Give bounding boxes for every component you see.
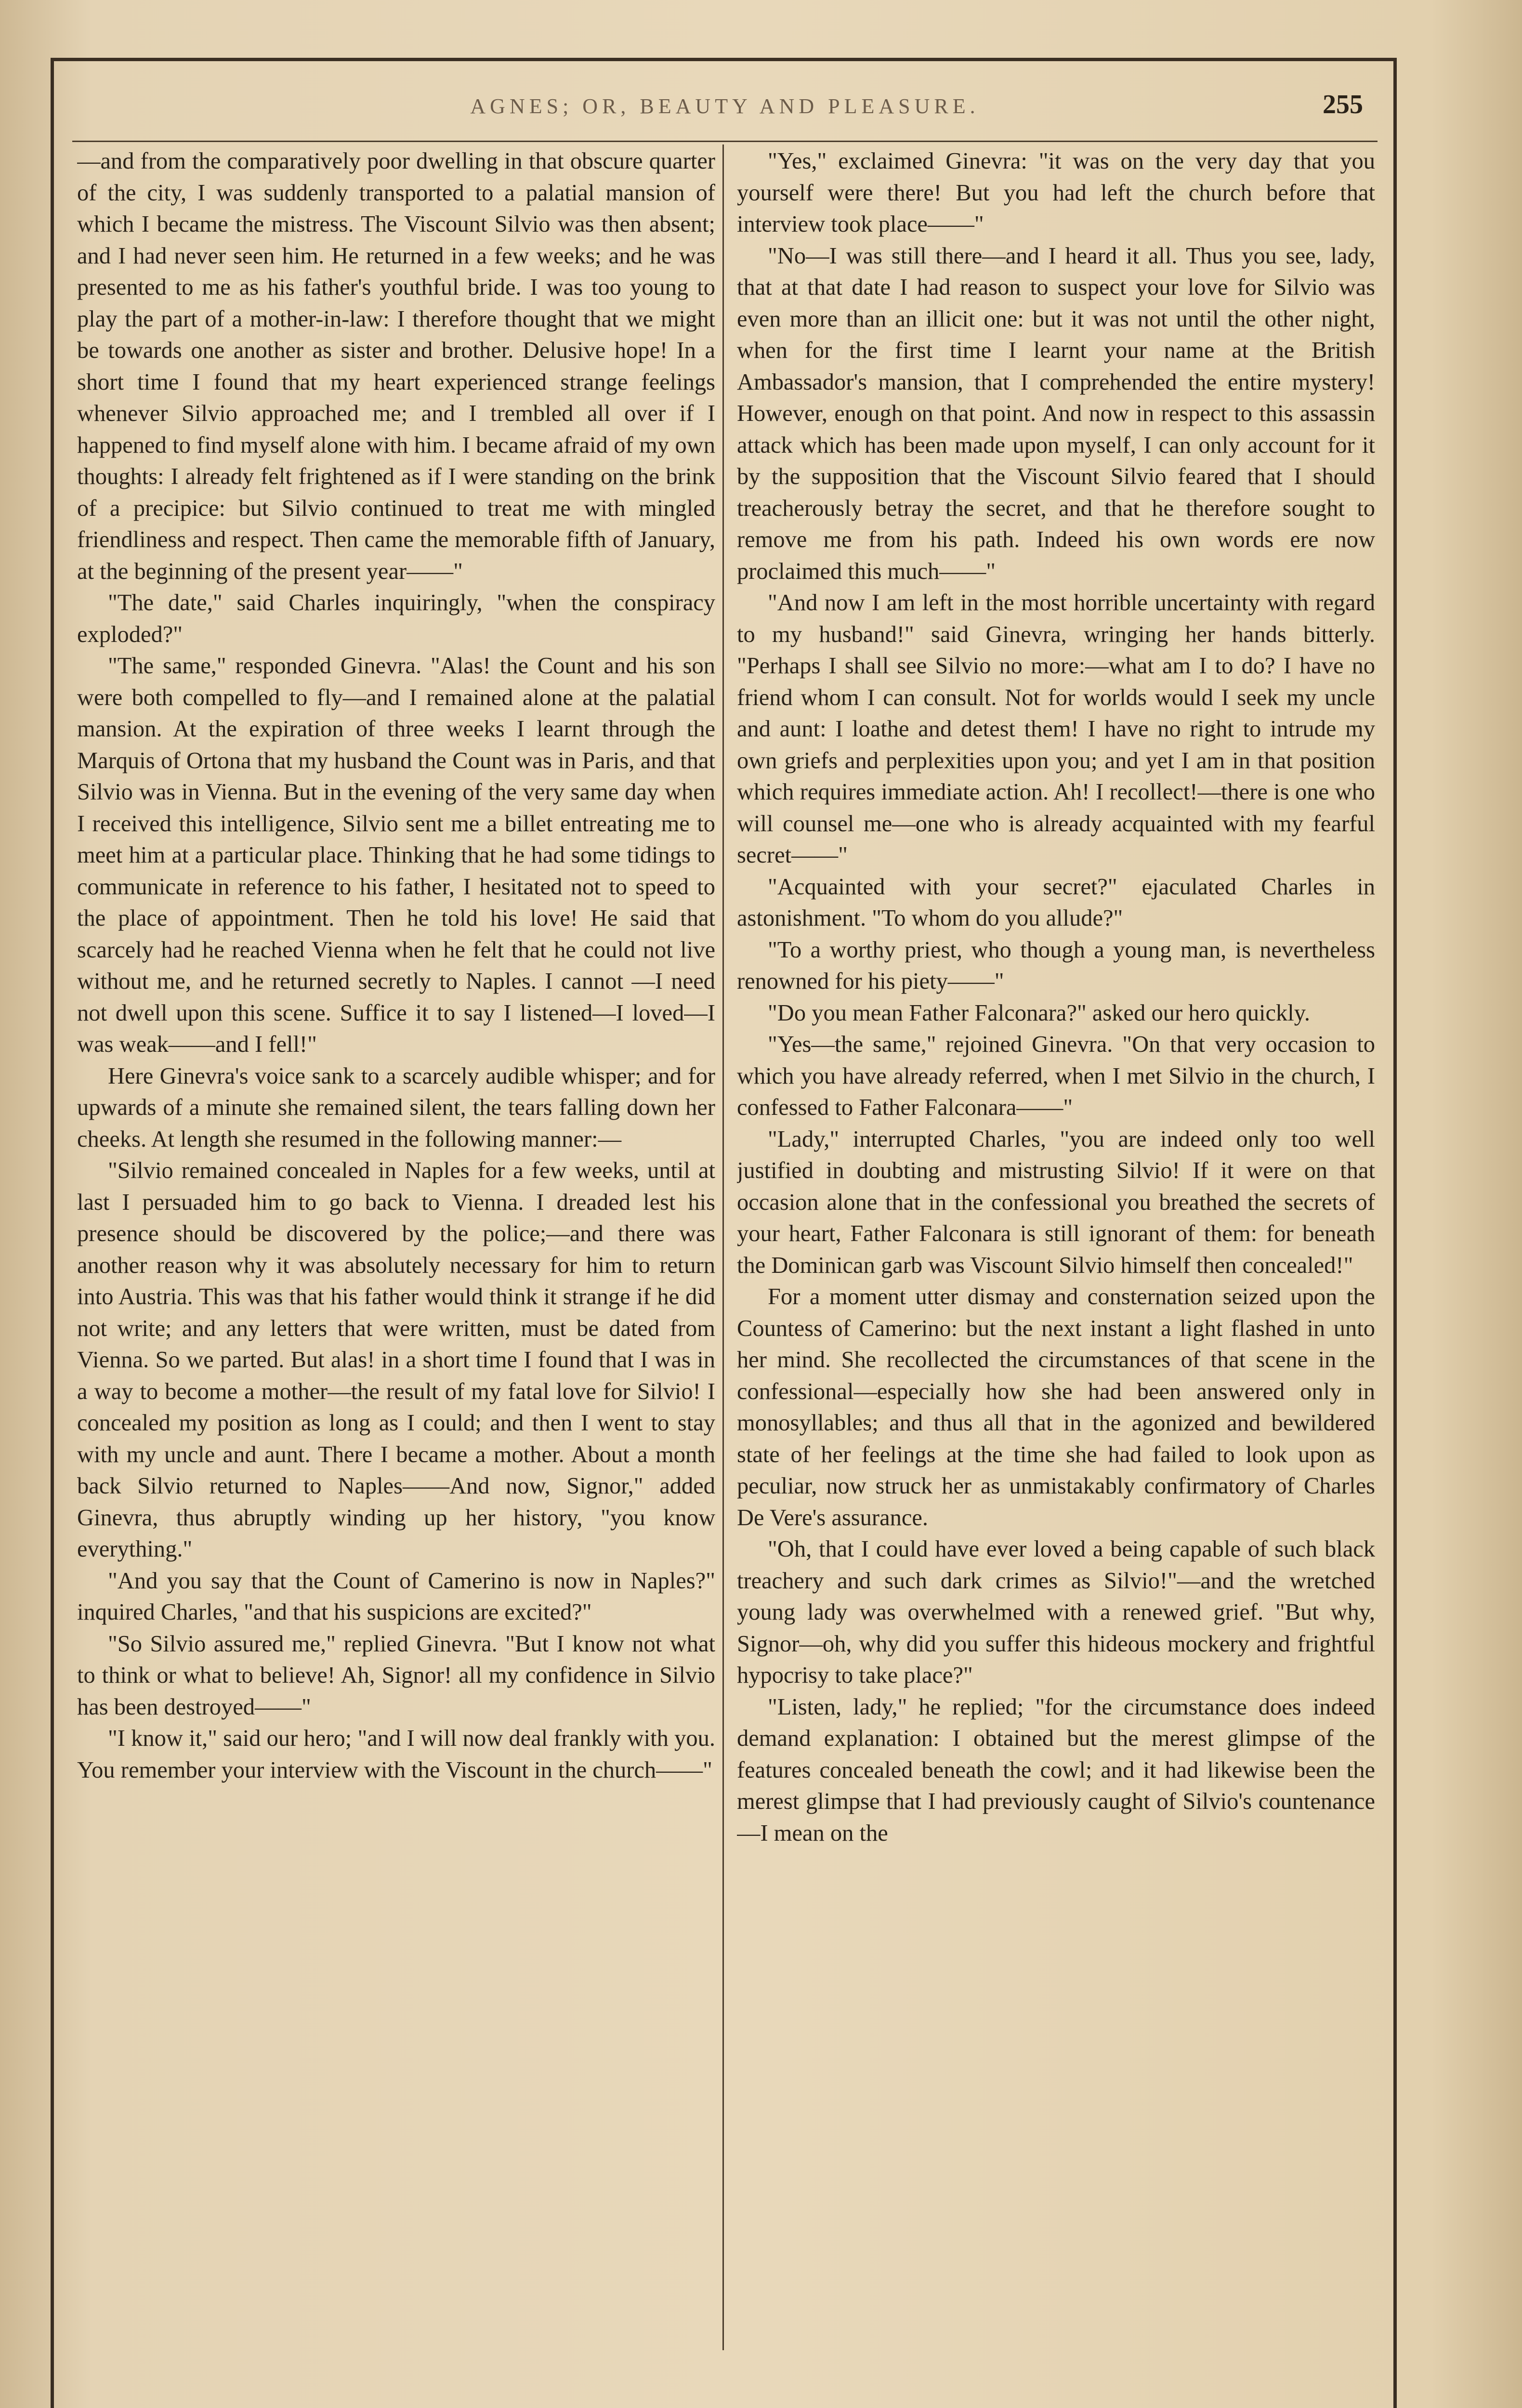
paragraph: "Do you mean Father Falconara?" asked our hero quickly.: [768, 1000, 1310, 1026]
left-column: [77, 145, 715, 2351]
paragraph: "Yes," exclaimed Ginevra: "it was on the very day that you yourself were there! But you had left the church before that interview took place——": [737, 148, 1375, 237]
paragraph: "The same," responded Ginevra. "Alas! the Count and his son were both compelled to fly—and I remained alone at the palatial mansion. At the expiration of three weeks I learnt through the Marquis of Ortona that my husband the Count was in Paris, and that Silvio was in Vienna. But in the evening of the very same day when I received this intelligence, Silvio sent me a billet entreating me to meet him at a particular place. Thinking that he had some tidings to communicate in reference to his father, I hesitated not to speed to the place of appointment. Then he told his love! He said that scarcely had he reached Vienna when he felt that he could not live without me, and he returned secretly to Naples. I cannot —I need not dwell upon this scene. Suffice it to say I listened—I loved—I was weak——and I fell!": [77, 653, 715, 1057]
paragraph: "And you say that the Count of Camerino is now in Naples?" inquired Charles, "and that his suspicions are excited?": [77, 1568, 715, 1625]
page-header: [67, 89, 1382, 132]
paragraph: —and from the comparatively poor dwelling in that obscure quarter of the city, I was suddenly transported to a palatial mansion of which I became the mistress. The Viscount Silvio was then absent; and I had never seen him. He returned in a few weeks; and he was presented to me as his father's youthful bride. I was too young to play the part of a mother-in-law: I therefore thought that we might be towards one another as sister and brother. Delusive hope! In a short time I found that my heart experienced strange feelings whenever Silvio approached me; and I trembled all over if I happened to find myself alone with him. I became afraid of my own thoughts: I already felt frightened as if I were standing on the brink of a precipice: but Silvio continued to treat me with mingled friendliness and respect. Then came the memorable fifth of January, at the beginning of the present year——": [77, 148, 715, 584]
page-number: 255: [1323, 90, 1363, 119]
paragraph: For a moment utter dismay and consternation seized upon the Countess of Camerino: but the next instant a light flashed in unto her mind. She recollected the circumstances of that scene in the confessional—especially how she had been answered only in monosyllables; and thus all that in the agonized and bewildered state of her feelings at the time she had failed to look upon as peculiar, now struck her as unmistakably confirmatory of Charles De Vere's assurance.: [737, 1284, 1375, 1531]
paragraph: "Oh, that I could have ever loved a being capable of such black treachery and such dark crimes as Silvio!"—and the wretched young lady was overwhelmed with a renewed grief. "But why, Signor—oh, why did you suffer this hideous mockery and frightful hypocrisy to take place?": [737, 1536, 1375, 1688]
paragraph: "Yes—the same," rejoined Ginevra. "On that very occasion to which you have already referred, when I met Silvio in the church, I confessed to Father Falconara——": [737, 1032, 1375, 1120]
paragraph: "And now I am left in the most horrible uncertainty with regard to my husband!" said Ginevra, wringing her hands bitterly. "Perhaps I shall see Silvio no more:—what am I to do? I have no friend whom I can consult. Not for worlds would I seek my uncle and aunt: I loathe and detest them! I have no right to intrude my own griefs and perplexities upon you; and yet I am in that position which requires immediate action. Ah! I recollect!—there is one who will counsel me—one who is already acquainted with my fearful secret——": [737, 590, 1375, 868]
paragraph: "So Silvio assured me," replied Ginevra. "But I know not what to think or what to believe! Ah, Signor! all my confidence in Silvio has been destroyed——": [77, 1631, 715, 1720]
paragraph: "Silvio remained concealed in Naples for a few weeks, until at last I persuaded him to go back to Vienna. I dreaded lest his presence should be discovered by the police;—and there was another reason why it was absolutely necessary for him to return into Austria. This was that his father would think it strange if he did not write; and any letters that were written, must be dated from Vienna. So we parted. But alas! in a short time I found that I was in a way to become a mother—the result of my fatal love for Silvio! I concealed my position as long as I could; and then I went to stay with my uncle and aunt. There I became a mother. About a month back Silvio returned to Naples——And now, Signor," added Ginevra, thus abruptly winding up her history, "you know everything.": [77, 1158, 715, 1562]
header-rule: [72, 141, 1378, 142]
running-title: AGNES; OR, BEAUTY AND PLEASURE.: [470, 94, 980, 118]
paragraph: Here Ginevra's voice sank to a scarcely audible whisper; and for upwards of a minute she remained silent, the tears falling down her cheeks. At length she resumed in the following manner:—: [77, 1063, 715, 1152]
paragraph: "I know it," said our hero; "and I will now deal frankly with you. You remember your interview with the Viscount in the church——": [77, 1726, 715, 1783]
paragraph: "Lady," interrupted Charles, "you are indeed only too well justified in doubting and mistrusting Silvio! If it were on that occasion alone that in the confessional you breathed the secrets of your heart, Father Falconara is still ignorant of them: for beneath the Dominican garb was Viscount Silvio himself then concealed!": [737, 1126, 1375, 1278]
paragraph: "To a worthy priest, who though a young man, is nevertheless renowned for his piety——": [737, 937, 1375, 994]
paragraph: "No—I was still there—and I heard it all. Thus you see, lady, that at that date I had reason to suspect your love for Silvio was even more than an illicit one: but it was not until the other night, when for the first time I learnt your name at the British Ambassador's mansion, that I comprehended the entire mystery! However, enough on that point. And now in respect to this assassin attack which has been made upon myself, I can only account for it by the supposition that the Viscount Silvio feared that I should treacherously betray the secret, and that he therefore sought to remove me from his path. Indeed his own words ere now proclaimed this much——": [737, 243, 1375, 584]
column-rule: [722, 144, 724, 2350]
paragraph: "The date," said Charles inquiringly, "when the conspiracy exploded?": [77, 590, 715, 647]
right-column: [737, 145, 1375, 2351]
paragraph: "Acquainted with your secret?" ejaculated Charles in astonishment. "To whom do you allude?": [737, 874, 1375, 931]
paragraph: "Listen, lady," he replied; "for the circumstance does indeed demand explanation: I obtained but the merest glimpse of the features concealed beneath the cowl; and it had likewise been the merest glimpse that I had previously caught of Silvio's countenance—I mean on the: [737, 1694, 1375, 1846]
